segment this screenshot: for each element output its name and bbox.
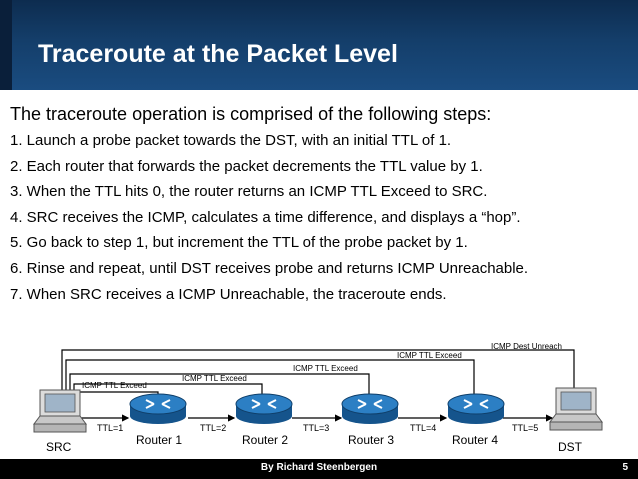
intro-text: The traceroute operation is comprised of the following steps: (10, 104, 492, 124)
step-item: 1. Launch a probe packet towards the DST, with an initial TTL of 1. (10, 132, 452, 149)
router-4-label: Router 4 (452, 433, 499, 447)
step-item: 4. SRC receives the ICMP, calculates a time difference, and displays a “hop”. (10, 208, 521, 226)
router-4-icon (448, 394, 504, 424)
icmp-label-2: ICMP TTL Exceed (182, 374, 247, 383)
step-item: 7. When SRC receives a ICMP Unreachable, the traceroute ends. (10, 285, 447, 303)
icmp-label-5: ICMP Dest Unreach (491, 342, 562, 351)
step-item: 6. Rinse and repeat, until DST receives probe and returns ICMP Unreachable. (10, 259, 529, 277)
ttl-label-5: TTL=5 (512, 423, 539, 433)
footer-bar (0, 459, 638, 479)
title-accent-stripe (0, 0, 12, 90)
src-label: SRC (46, 440, 72, 454)
router-1-label: Router 1 (136, 433, 183, 447)
footer-credit: By Richard Steenbergen (260, 462, 378, 473)
traceroute-diagram (0, 338, 638, 459)
icmp-label-1: ICMP TTL Exceed (82, 381, 147, 390)
dst-computer-icon (550, 388, 602, 430)
icmp-label-3: ICMP TTL Exceed (293, 364, 358, 373)
router-2-label: Router 2 (242, 433, 289, 447)
dst-label: DST (558, 440, 582, 454)
slide-title: Traceroute at the Packet Level (38, 40, 398, 68)
ttl-label-1: TTL=1 (97, 423, 124, 433)
icmp-path-dst (62, 350, 574, 404)
ttl-label-4: TTL=4 (410, 423, 437, 433)
src-computer-icon (34, 390, 86, 432)
router-3-icon (342, 394, 398, 424)
router-1-icon (130, 394, 186, 424)
title-bar (0, 0, 638, 90)
ttl-label-2: TTL=2 (200, 423, 227, 433)
icmp-return-paths (62, 350, 574, 404)
step-item: 5. Go back to step 1, but increment the TTL of the probe packet by 1. (10, 234, 468, 252)
step-item: 3. When the TTL hits 0, the router returns an ICMP TTL Exceed to SRC. (10, 183, 488, 201)
ttl-label-3: TTL=3 (303, 423, 330, 433)
icmp-label-4: ICMP TTL Exceed (397, 351, 462, 360)
page-number: 5 (622, 462, 628, 473)
router-3-label: Router 3 (348, 433, 395, 447)
steps-list (10, 128, 528, 307)
step-item: 2. Each router that forwards the packet decrements the TTL value by 1. (10, 157, 483, 175)
router-2-icon (236, 394, 292, 424)
